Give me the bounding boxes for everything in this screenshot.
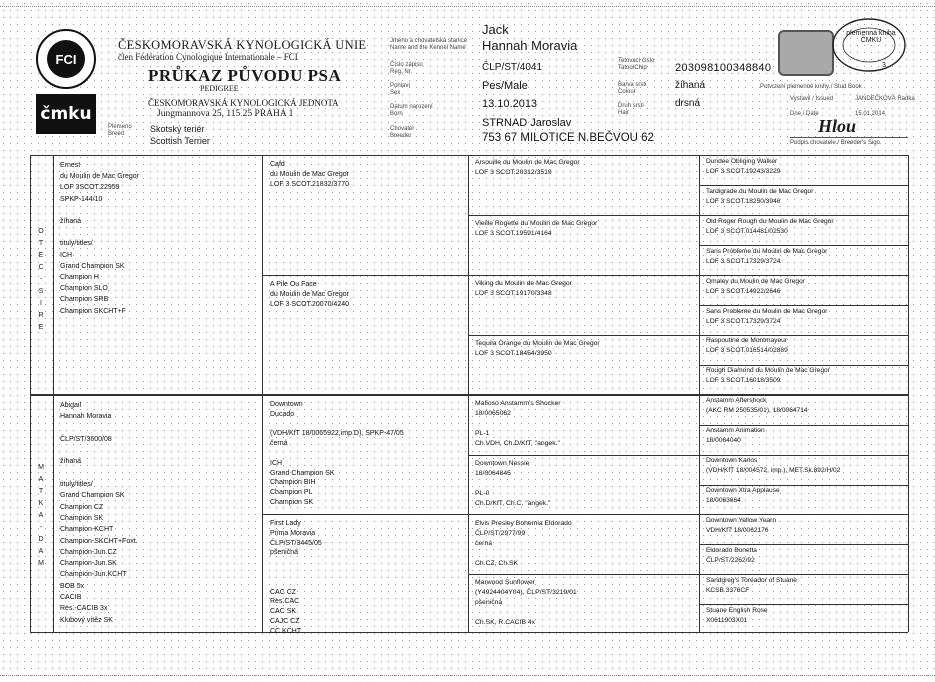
fci-logo-text: FCI (55, 52, 77, 67)
gen3-cell (475, 578, 577, 628)
gen2-cell-line: Champion BIH (270, 479, 316, 487)
gen2-cell-line (270, 578, 322, 588)
cmku-logo-text: čmku (40, 104, 92, 124)
dam-cell-line (60, 423, 138, 434)
sire-cell-line: Champion SRB (60, 296, 109, 304)
dam-cell-line: Res.-CACIB 3x (60, 605, 108, 613)
hair-label-cz: Druh srsti (618, 103, 644, 109)
gen4-cell-line: ČLP/ST/2262/92 (706, 556, 755, 564)
name-label-en: Name and the Kennel Name (390, 45, 466, 51)
breeder-name: STRNAD Jaroslav (482, 117, 572, 129)
dam-cell-line: Champion-SKCHT+Foxt. (60, 537, 138, 545)
gen2-cell-line (270, 568, 322, 578)
gen2-cell (270, 280, 349, 309)
gen3-cell-line: LOF 3 SCOT.19170/3348 (475, 290, 552, 297)
gen4-cell-name: Sans Probleme du Moulin de Mac Gregor (706, 247, 828, 255)
grid-g4-a (699, 185, 908, 186)
colour-value: žíhaná (675, 80, 706, 91)
dam-cell-line: Klubový vítěz SK (60, 616, 113, 624)
grid-g2-a (262, 275, 908, 276)
sex-label-cz: Pohlaví (390, 83, 411, 89)
association-name: ČESKOMORAVSKÁ KYNOLOGICKÁ JEDNOTA (148, 98, 339, 108)
gen4-cell-name: Old Roger Rough du Moulin de Mac Gregor (706, 217, 834, 225)
gen3-cell (475, 219, 597, 239)
association-address: Jungmannova 25, 115 25 PRAHA 1 (157, 109, 294, 119)
sire-cell-line: Champion H (60, 274, 99, 282)
document-subtitle: PEDIGREE (200, 84, 239, 93)
gen4-cell-line: LOF 3 SCOT.17329/3724 (706, 317, 781, 325)
gen4-cell (706, 277, 805, 297)
hair-label-en: Hair (618, 110, 630, 116)
dam-cell-line (60, 468, 138, 479)
gen3-cell-name: Viking du Moulin de Mac Gregor (475, 280, 572, 287)
gen2-cell-name: Downtown (270, 401, 303, 408)
dam-side-letter: M (38, 560, 44, 567)
gen3-cell-line: LOF 3 SCOT.20312/3519 (475, 169, 552, 176)
sire-cell-line: tituly/titles/ (60, 240, 93, 248)
gen2-cell-line: LOF 3 SCOT.21832/3770 (270, 180, 349, 188)
gen4-cell-name: Sandgreg's Toreador of Stuane (706, 576, 797, 584)
gen2-cell-line (270, 449, 404, 459)
sire-cell-line: žíhaná (60, 218, 82, 226)
gen3-cell-line: (Y4924404Y04), ČLP/ST/3219/01 (475, 589, 577, 596)
dam-side-letter: T (38, 488, 44, 495)
grid-g3-c (468, 455, 908, 456)
breeder-label-cz: Chovatel (390, 126, 414, 132)
gen3-cell-line (475, 549, 572, 559)
gen2-cell-line: Ducado (270, 410, 295, 418)
gen3-cell-line: Ch.CZ, Ch.SK (475, 560, 519, 567)
breed-label-en: Breed (108, 131, 125, 137)
gen4-cell (706, 456, 840, 476)
breed-en: Scottish Terrier (150, 136, 210, 146)
dam-cell-line: CACIB (60, 594, 82, 602)
breeder-label-en: Breeder (390, 133, 412, 139)
signature: Hlou (818, 116, 857, 136)
gen3-cell-name: Elvis Presley Bohemia Eldorado (475, 520, 572, 527)
gen4-cell-line: 18/0063664 (706, 496, 741, 504)
gen4-cell-name: Downtown Xtra Applause (706, 486, 780, 494)
gen4-cell-line: LOF 3 SCOT.18250/3946 (706, 197, 781, 205)
gen4-cell (706, 336, 788, 356)
gen2-cell-line: du Moulin de Mac Gregor (270, 170, 349, 178)
gen4-cell-name: Stuane English Rose (706, 606, 768, 614)
gen3-cell (475, 339, 600, 359)
gen4-cell (706, 396, 808, 416)
sire-side-letter: T (38, 240, 44, 247)
stamp-number: 3 (882, 62, 886, 69)
gen4-cell-line: LOF 3 SCOT.014481/02530 (706, 227, 788, 235)
gen2-cell-line: Champion PL (270, 489, 313, 497)
gen4-cell-name: Eldorado Bonetta (706, 546, 757, 554)
gen2-cell-line: Champion SK (270, 498, 314, 506)
gen4-cell-name: Downtown Karlos (706, 457, 758, 464)
studbook-stamp (830, 16, 908, 74)
gen4-cell (706, 366, 830, 386)
issue-date: 15.01.2014 (855, 111, 886, 117)
issued-label: Vystavil / Issued (790, 96, 834, 102)
gen4-cell-line: X0611903X01 (706, 616, 748, 624)
dam-cell-line: Champion CZ (60, 503, 104, 511)
gen4-cell-line: LOF 3 SCOT.17329/3724 (706, 257, 781, 265)
dam-cell-line: Hannah Moravia (60, 413, 112, 421)
gen4-cell-line: VDH/KfT 18/0062176 (706, 526, 769, 534)
dam-cell-line (60, 445, 138, 456)
gen4-cell (706, 516, 776, 536)
gen3-cell-name: Arsouille du Moulin de Mac Gregor (475, 159, 580, 166)
signature-line (790, 137, 908, 138)
gen4-cell (706, 157, 780, 177)
gen3-cell-line: Ch.VDH, Ch.D/KfT, "angek." (475, 440, 560, 447)
sire-side-letter: O (38, 228, 44, 235)
sire-cell-line: Grand Champion SK (60, 262, 125, 270)
gen2-cell-line: CC KCHT (270, 627, 302, 635)
dam-cell-line: Champion-KCHT (60, 526, 114, 534)
gen4-cell-name: Omaley du Moulin de Mac Gregor (706, 277, 805, 285)
sire-side-letter: - (39, 276, 43, 283)
sire-side-letter: E (38, 252, 44, 259)
gen4-cell-line: (VDH/KfT 18/004572, imp.), MET.Sk.892/H/02 (706, 467, 841, 474)
gen2-cell-line: Grand Champion SK (270, 469, 335, 477)
gen4-cell-line: (AKC RM 250535/01), 18/0064714 (706, 407, 808, 415)
gen3-cell-line: 18/0064845 (475, 470, 511, 477)
gen4-cell-line: KCSB 3376CF (706, 586, 750, 594)
studbook-label: Potvrzení plemenné knihy / Stud Book (760, 84, 862, 90)
dam-cell-line: BOB 5x (60, 582, 85, 590)
gen2-cell-line: CAC SK (270, 608, 297, 616)
gen4-cell (706, 247, 827, 267)
gen3-cell-line: černá (475, 540, 493, 547)
sire-cell-line: Champion SKCHT+F (60, 307, 126, 315)
gen4-cell-line: LOF 3 SCOT.16018/3509 (706, 377, 781, 385)
breed-cz: Skotský teriér (150, 124, 205, 134)
colour-label-en: Colour (618, 89, 636, 95)
org-membership: člen Fédération Cynologique Internationale – FCI (118, 52, 298, 62)
gen4-cell-name: Anstamm Aftershock (706, 397, 767, 405)
cmku-logo (36, 94, 96, 134)
gen3-cell (475, 519, 572, 569)
grid-right (908, 155, 909, 632)
dam-side-letter: K (38, 500, 44, 507)
sire-cell-line (60, 205, 139, 216)
gen2-cell (270, 160, 349, 189)
sire-cell-name: Ernest (60, 162, 81, 169)
breeder-address: 753 67 MILOTICE N.BEČVOU 62 (482, 132, 654, 144)
fci-logo (34, 28, 98, 90)
gen2-cell-name: Cąfd (270, 161, 285, 168)
hair-value: drsná (675, 98, 701, 109)
gen3-cell-line: LOF 3 SCOT.18454/3950 (475, 350, 552, 357)
gen4-cell-line: LOF 3 SCOT.016514/02889 (706, 347, 788, 355)
gen4-cell-name: Anstamm Animation (706, 427, 765, 435)
gen4-cell-line: LOF 3 SCOT.19243/3229 (706, 168, 781, 175)
dam-cell-line: žíhaná (60, 458, 82, 466)
gen2-cell-line: pšeničná (270, 549, 299, 557)
grid-bottom (30, 632, 908, 633)
gen3-cell-line: 18/0065062 (475, 410, 511, 417)
gen4-cell (706, 606, 768, 626)
sire-cell-line: du Moulin de Mac Gregor (60, 173, 139, 181)
org-name: ČESKOMORAVSKÁ KYNOLOGICKÁ UNIE (118, 38, 367, 52)
gen4-cell (706, 217, 834, 237)
gen2-cell-line: LOF 3 SCOT.20070/4240 (270, 300, 349, 308)
gen3-cell-line: Ch.SK, R.CACIB 4x (475, 619, 536, 626)
gen2-cell-line (270, 558, 322, 568)
gen2-cell-line: (VDH/KfT 18/0065922,imp.D), SPKP-47/05 (270, 430, 404, 438)
breed-label-cz: Plemeno (108, 124, 132, 130)
dam-cell-line: Grand Champion SK (60, 492, 125, 500)
colour-label-cz: Barva srsti (618, 82, 647, 88)
dam-side-letter: A (38, 512, 44, 519)
gen3-cell-name: Downtown Nessie (475, 460, 530, 467)
sex-value: Pes/Male (482, 80, 528, 92)
gen3-cell-line (475, 479, 550, 489)
gen2-cell-line: CAC CZ (270, 588, 297, 596)
grid-g2-b (262, 514, 908, 515)
perforation-bottom (0, 675, 935, 682)
dog-name: Jack (482, 22, 509, 37)
gen2-cell-line: černá (270, 440, 288, 448)
dog-kennel: Hannah Moravia (482, 38, 578, 53)
dam-cell-line: ČLP/ST/3600/08 (60, 435, 112, 443)
tattoo-label-cz: Tetovací číslo (618, 58, 655, 64)
gen4-cell (706, 546, 757, 566)
gen3-cell (475, 158, 580, 178)
gen4-cell (706, 187, 813, 207)
sire-side-letter: R (38, 312, 44, 319)
gen4-cell (706, 307, 827, 327)
sire-side-letter: S (38, 288, 44, 295)
gen4-cell-name: Raspoutine de Montmayeur (706, 337, 788, 345)
gen2-cell-line: ČLP/ST/3445/05 (270, 539, 322, 547)
sire-side-letter: I (40, 300, 42, 307)
born-value: 13.10.2013 (482, 98, 538, 110)
gen2-cell-line: Res.CAC (270, 598, 300, 606)
dam-cell-line: Champion SK (60, 514, 104, 522)
gen4-cell-line: 18/0064040 (706, 437, 741, 445)
sire-side-letter: C (38, 264, 44, 271)
reg-number: ČLP/ST/4041 (482, 62, 543, 73)
dam-cell-line: Champion-Jun.CZ (60, 548, 117, 556)
grey-stamp (778, 30, 834, 76)
gen4-cell-name: Dundee Obliging Walker (706, 158, 778, 165)
document-title: PRŮKAZ PŮVODU PSA (148, 66, 342, 85)
tattoo-label-en: Tatoo/Chip (618, 65, 647, 71)
gen4-cell-line: LOF 3 SCOT.14922/2646 (706, 287, 781, 295)
sire-cell-line: SPKP-144/10 (60, 195, 103, 203)
sire-cell-line: Champion SLO (60, 285, 108, 293)
gen3-cell-line: ČLP/ST/2977/99 (475, 530, 526, 537)
gen2-cell-name: A Pile Ou Face (270, 281, 317, 288)
gen3-cell-name: Vieille Rogette du Moulin de Mac Gregor (475, 220, 598, 227)
gen3-cell-line: LOF 3 SCOT.19591/4164 (475, 230, 552, 237)
gen2-cell-line: Prima Moravia (270, 529, 316, 537)
gen4-cell (706, 426, 765, 446)
gen2-cell-line: du Moulin de Mac Gregor (270, 290, 349, 298)
gen3-cell-name: Tequila Orange du Moulin de Mac Gregor (475, 340, 600, 347)
dam-side-letter: A (38, 476, 44, 483)
dam-cell (60, 400, 138, 626)
gen2-cell-name: First Lady (270, 520, 301, 527)
reg-label-en: Reg. Nr. (390, 69, 413, 75)
dam-side-letter: M (38, 464, 44, 471)
gen3-cell-line: PL-1 (475, 430, 490, 437)
gen2-cell-line (270, 420, 404, 430)
sire-cell-line: ICH (60, 251, 73, 259)
grid-g3-d (468, 574, 908, 575)
gen3-cell-line: Ch.D/KfT, Ch.C, "angek." (475, 500, 551, 507)
sire-side-letter: E (38, 324, 44, 331)
born-label-cz: Datum narození (390, 104, 433, 110)
gen3-cell (475, 459, 550, 509)
sex-label-en: Sex (390, 90, 401, 96)
sire-cell-line (60, 227, 139, 238)
grid-g3-b (468, 335, 908, 336)
gen3-cell-line: pšeničná (475, 599, 503, 606)
gen2-cell-line: CAJC CZ (270, 617, 300, 625)
stamp-text: plemenná kniha ČMKU (846, 30, 896, 44)
gen3-cell-name: Marwood Sunflower (475, 579, 536, 586)
gen2-cell (270, 400, 404, 508)
grid-top (30, 155, 908, 156)
breeder-sign-label: Podpis chovatele / Breeder's Sign. (790, 140, 882, 146)
chip-number: 203098100348840 (675, 62, 772, 74)
gen2-cell-line: ICH (270, 459, 283, 467)
dam-side-letter: D (38, 536, 44, 543)
reg-label-cz: Číslo zápisu (390, 62, 423, 68)
dam-side-letter: - (39, 524, 43, 531)
date-label: Dne / Date (790, 111, 819, 117)
dam-cell-line: tituly/titles/ (60, 481, 93, 489)
dam-cell-line: Champion-Jun.SK (60, 560, 117, 568)
gen3-cell (475, 279, 572, 299)
name-label-cz: Jméno a chovatelská stanice (390, 38, 468, 44)
gen4-cell-name: Downtown Yellow Yearn (706, 516, 777, 524)
sire-cell (60, 160, 139, 317)
gen3-cell (475, 399, 561, 449)
gen4-cell (706, 486, 780, 506)
grid-g3-a (468, 215, 908, 216)
gen3-cell-line (475, 419, 561, 429)
gen3-cell-name: Mafioso Anstamm's Shocker (475, 400, 561, 407)
dam-side-letter: A (38, 548, 44, 555)
born-label-en: Born (390, 111, 403, 117)
gen4-cell-name: Tardigrade du Moulin de Mac Gregor (706, 187, 814, 195)
issued-by: JANDEČKOVÁ Radka (855, 96, 915, 102)
gen4-cell (706, 576, 797, 596)
gen3-cell-line (475, 608, 577, 618)
gen2-cell (270, 519, 322, 637)
dam-cell-line: Champion-Jun.KCHT (60, 571, 127, 579)
gen3-cell-line: PL-0 (475, 490, 490, 497)
sire-cell-line: LOF 3SCOT.22959 (60, 184, 120, 192)
gen4-cell-name: Rough Diamond du Moulin de Mac Gregor (706, 367, 830, 375)
dam-cell-name: Abigail (60, 402, 82, 409)
gen4-cell-name: Sans Probleme du Moulin de Mac Gregor (706, 307, 828, 315)
perforation-top (0, 0, 935, 7)
